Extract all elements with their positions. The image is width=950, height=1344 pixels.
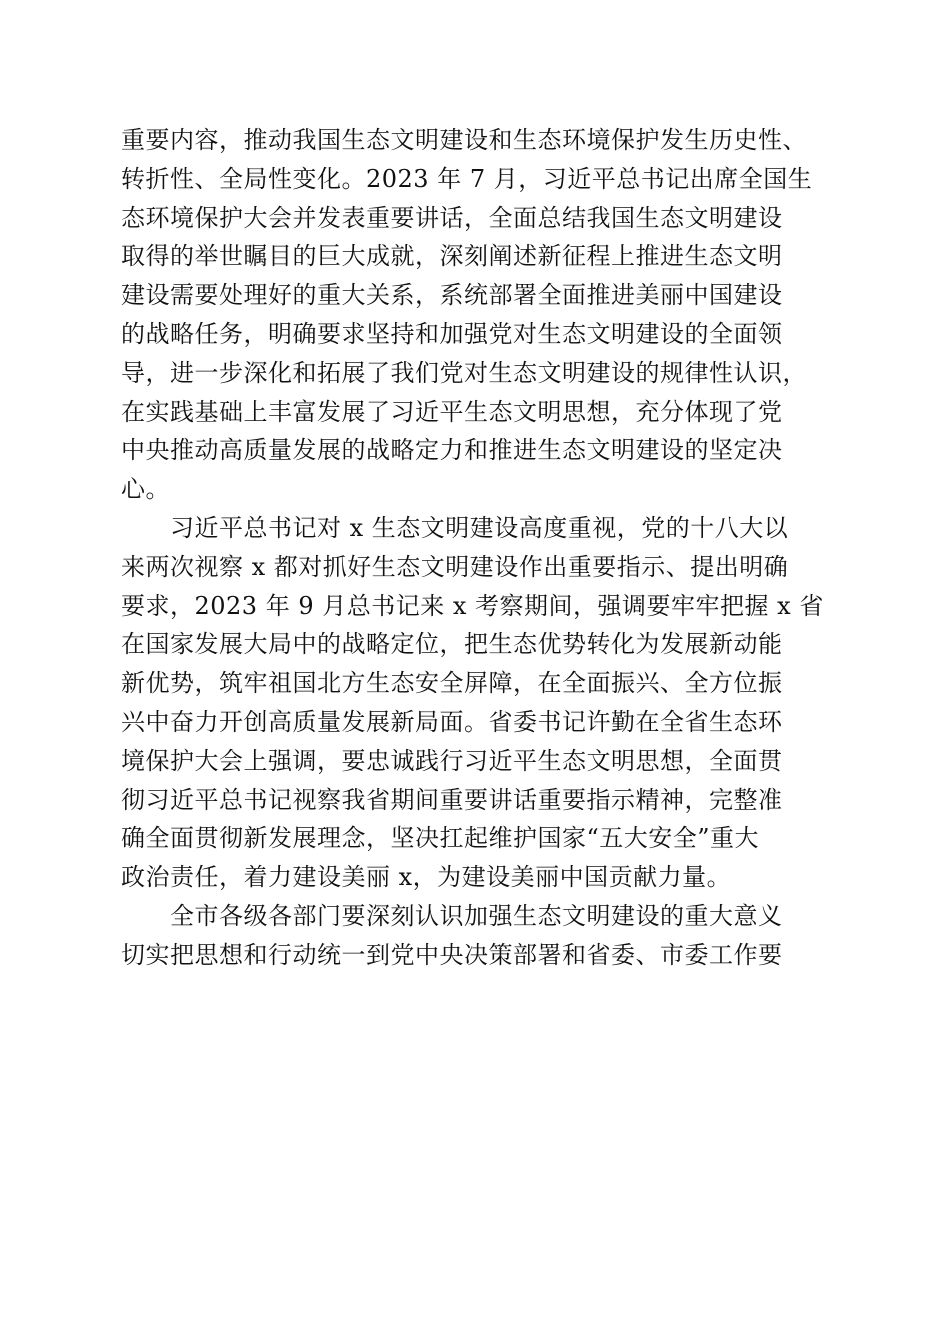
document-body — [121, 121, 841, 975]
text-line: 重要内容，推动我国生态文明建设和生态环境保护发生历史性、 — [121, 126, 807, 154]
text-line: 中央推动高质量发展的战略定力和推进生态文明建设的坚定决 — [121, 436, 783, 465]
text-line: 兴中奋力开创高质量发展新局面。省委书记许勤在全省生态环 — [121, 707, 783, 736]
text-line: 境保护大会上强调，要忠诚践行习近平生态文明思想，全面贯 — [121, 746, 783, 775]
text-line: 确全面贯彻新发展理念，坚决扛起维护国家“五大安全”重大 — [121, 824, 760, 853]
text-line: 导，进一步深化和拓展了我们党对生态文明建设的规律性认识， — [121, 358, 807, 387]
text-line: 转折性、全局性变化。2023 年 7 月，习近平总书记出席全国生 — [121, 164, 813, 193]
text-line: 取得的举世瞩目的巨大成就，深刻阐述新征程上推进生态文明 — [121, 242, 783, 271]
text-line: 彻习近平总书记视察我省期间重要讲话重要指示精神，完整准 — [121, 785, 783, 814]
text-line: 切实把思想和行动统一到党中央决策部署和省委、市委工作要 — [121, 940, 783, 969]
text-line: 在实践基础上丰富发展了习近平生态文明思想，充分体现了党 — [121, 397, 783, 426]
text-line: 心。 — [121, 475, 170, 504]
text-line: 习近平总书记对 x 生态文明建设高度重视，党的十八大以 — [121, 513, 789, 542]
text-line: 全市各级各部门要深刻认识加强生态文明建设的重大意义 — [121, 901, 783, 930]
text-line: 建设需要处理好的重大关系，系统部署全面推进美丽中国建设 — [121, 281, 783, 310]
text-line: 在国家发展大局中的战略定位，把生态优势转化为发展新动能 — [121, 630, 783, 659]
text-line: 政治责任，着力建设美丽 x，为建设美丽中国贡献力量。 — [121, 863, 732, 892]
text-line: 新优势，筑牢祖国北方生态安全屏障，在全面振兴、全方位振 — [121, 669, 783, 698]
text-line: 态环境保护大会并发表重要讲话，全面总结我国生态文明建设 — [121, 203, 783, 232]
text-line: 要求，2023 年 9 月总书记来 x 考察期间，强调要牢牢把握 x 省 — [121, 591, 824, 620]
text-line: 来两次视察 x 都对抓好生态文明建设作出重要指示、提出明确 — [121, 552, 789, 581]
text-line: 的战略任务，明确要求坚持和加强党对生态文明建设的全面领 — [121, 319, 783, 348]
